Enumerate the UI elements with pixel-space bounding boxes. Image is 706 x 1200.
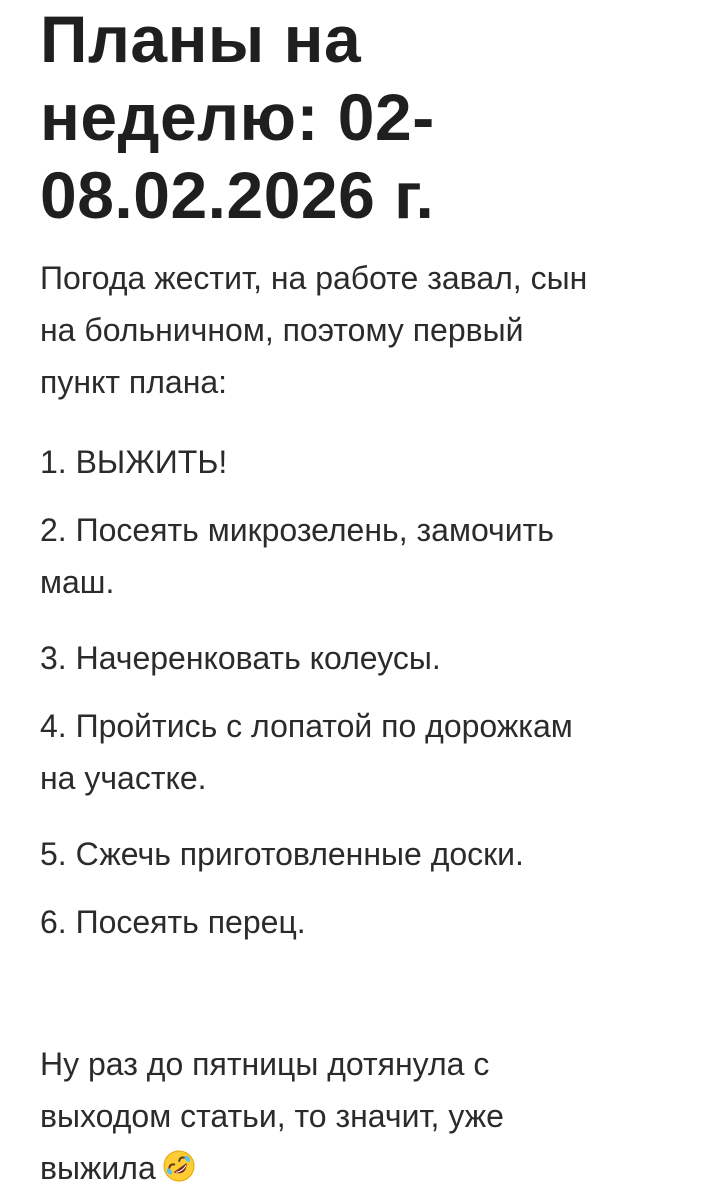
plan-item-1 <box>40 436 680 488</box>
plan-item-line: 5. Сжечь приготовленные доски. <box>40 836 524 872</box>
plan-item-line: 1. ВЫЖИТЬ! <box>40 444 228 480</box>
intro-line: пункт плана: <box>40 364 228 400</box>
plan-item-line: 6. Посеять перец. <box>40 904 306 940</box>
intro-line: Погода жестит, на работе завал, сын <box>40 260 588 296</box>
closing-paragraph <box>40 1038 680 1194</box>
plan-item-line: 3. Начеренковать колеусы. <box>40 640 441 676</box>
article-title-line: 08.02.2026 г. <box>40 158 435 232</box>
article-title-line: Планы на <box>40 2 362 76</box>
plan-item-4 <box>40 700 680 804</box>
closing-line-text: выжила <box>40 1150 156 1186</box>
plan-item-2 <box>40 504 680 608</box>
rolling-on-floor-laughing-icon <box>162 1146 196 1180</box>
article-title <box>40 0 680 234</box>
intro-paragraph <box>40 252 680 408</box>
closing-line-last <box>40 1142 680 1194</box>
plan-item-line: на участке. <box>40 760 207 796</box>
article-title-line: неделю: 02- <box>40 80 435 154</box>
intro-line: на больничном, поэтому первый <box>40 312 524 348</box>
plan-item-line: 4. Пройтись с лопатой по дорожкам <box>40 708 573 744</box>
plan-item-line: 2. Посеять микрозелень, замочить <box>40 512 554 548</box>
closing-line: Ну раз до пятницы дотянула с <box>40 1046 490 1082</box>
plan-item-5 <box>40 828 680 880</box>
plan-item-line: маш. <box>40 564 115 600</box>
closing-line: выходом статьи, то значит, уже <box>40 1098 504 1134</box>
plan-item-3 <box>40 632 680 684</box>
plan-item-6 <box>40 896 680 948</box>
